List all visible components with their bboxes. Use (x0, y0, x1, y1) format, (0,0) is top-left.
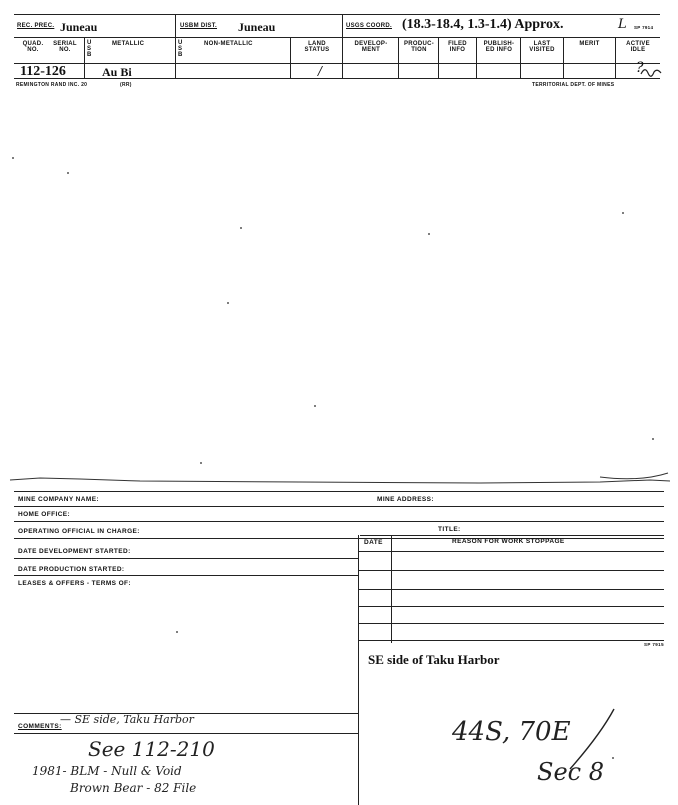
leases-offers-label: LEASES & OFFERS - TERMS OF: (18, 580, 131, 587)
see-reference: See 112-210 (88, 737, 215, 761)
printer-right: TERRITORIAL DEPT. OF MINES (532, 82, 615, 88)
active-idle-scribble (640, 64, 662, 78)
township-note: 44S, 70E (452, 717, 571, 747)
printer-mid: (RR) (120, 82, 132, 88)
printer-left: REMINGTON RAND INC. 20 (16, 82, 88, 88)
blm-note: 1981- BLM - Null & Void (32, 764, 182, 778)
usbm-dist-label: USBM DIST. (180, 23, 218, 29)
reason-col-label: REASON FOR WORK STOPPAGE (452, 538, 565, 545)
col-merit: MERIT (579, 41, 600, 47)
mine-company-name-label: MINE COMPANY NAME: (18, 496, 99, 503)
form-code-top: SP 7914 (634, 25, 654, 30)
col-land-status: LAND STATUS (304, 41, 330, 53)
usgs-coord-label: USGS COORD. (346, 23, 392, 29)
rec-prec-value: Juneau (60, 20, 98, 34)
col-quad-no: QUAD. NO. (22, 41, 44, 53)
brown-bear-note: Brown Bear - 82 File (70, 781, 197, 795)
metallic-value: Au Bi (102, 65, 132, 79)
title-label: TITLE: (438, 526, 461, 533)
location-note: SE side of Taku Harbor (368, 652, 500, 667)
usbm-dist-value: Juneau (238, 20, 276, 34)
active-idle-value: ? (636, 60, 644, 76)
section-note: Sec 8 (537, 758, 604, 786)
handwritten-slash (560, 705, 620, 775)
torn-edge (0, 468, 678, 490)
operating-official-label: OPERATING OFFICIAL IN CHARGE: (18, 528, 140, 535)
land-status-value: / (318, 64, 323, 78)
mine-address-label: MINE ADDRESS: (377, 496, 434, 503)
home-office-label: HOME OFFICE: (18, 511, 71, 518)
date-prod-started-label: DATE PRODUCTION STARTED: (18, 566, 125, 573)
col-development: DEVELOP- MENT (354, 41, 388, 53)
date-col-label: DATE (364, 539, 383, 546)
col-metallic: METALLIC (112, 41, 145, 47)
date-dev-started-label: DATE DEVELOPMENT STARTED: (18, 548, 131, 555)
rec-prec-label: REC. PREC. (17, 23, 55, 29)
comments-label: COMMENTS: (18, 723, 62, 730)
col-active-idle: ACTIVE IDLE (626, 41, 650, 53)
col-filed-info: FILED INFO (448, 41, 467, 53)
comment-handwriting: — SE side, Taku Harbor (60, 713, 194, 726)
col-usb: U S B (87, 40, 92, 58)
col-published-info: PUBLISH- ED INFO (483, 41, 515, 53)
col-last-visited: LAST VISITED (529, 41, 555, 53)
form-code-bottom: SP 7915 (644, 642, 664, 647)
usgs-coord-value: (18.3-18.4, 1.3-1.4) Approx. (402, 17, 564, 32)
col-non-metallic: NON-METALLIC (204, 41, 253, 47)
col-production: PRODUC- TION (403, 41, 435, 53)
serial-value: 112-126 (20, 64, 66, 79)
col-serial-no: SERIAL NO. (53, 41, 77, 53)
usgs-coord-suffix: L (618, 17, 627, 32)
col-usb-2: U S B (178, 40, 183, 58)
